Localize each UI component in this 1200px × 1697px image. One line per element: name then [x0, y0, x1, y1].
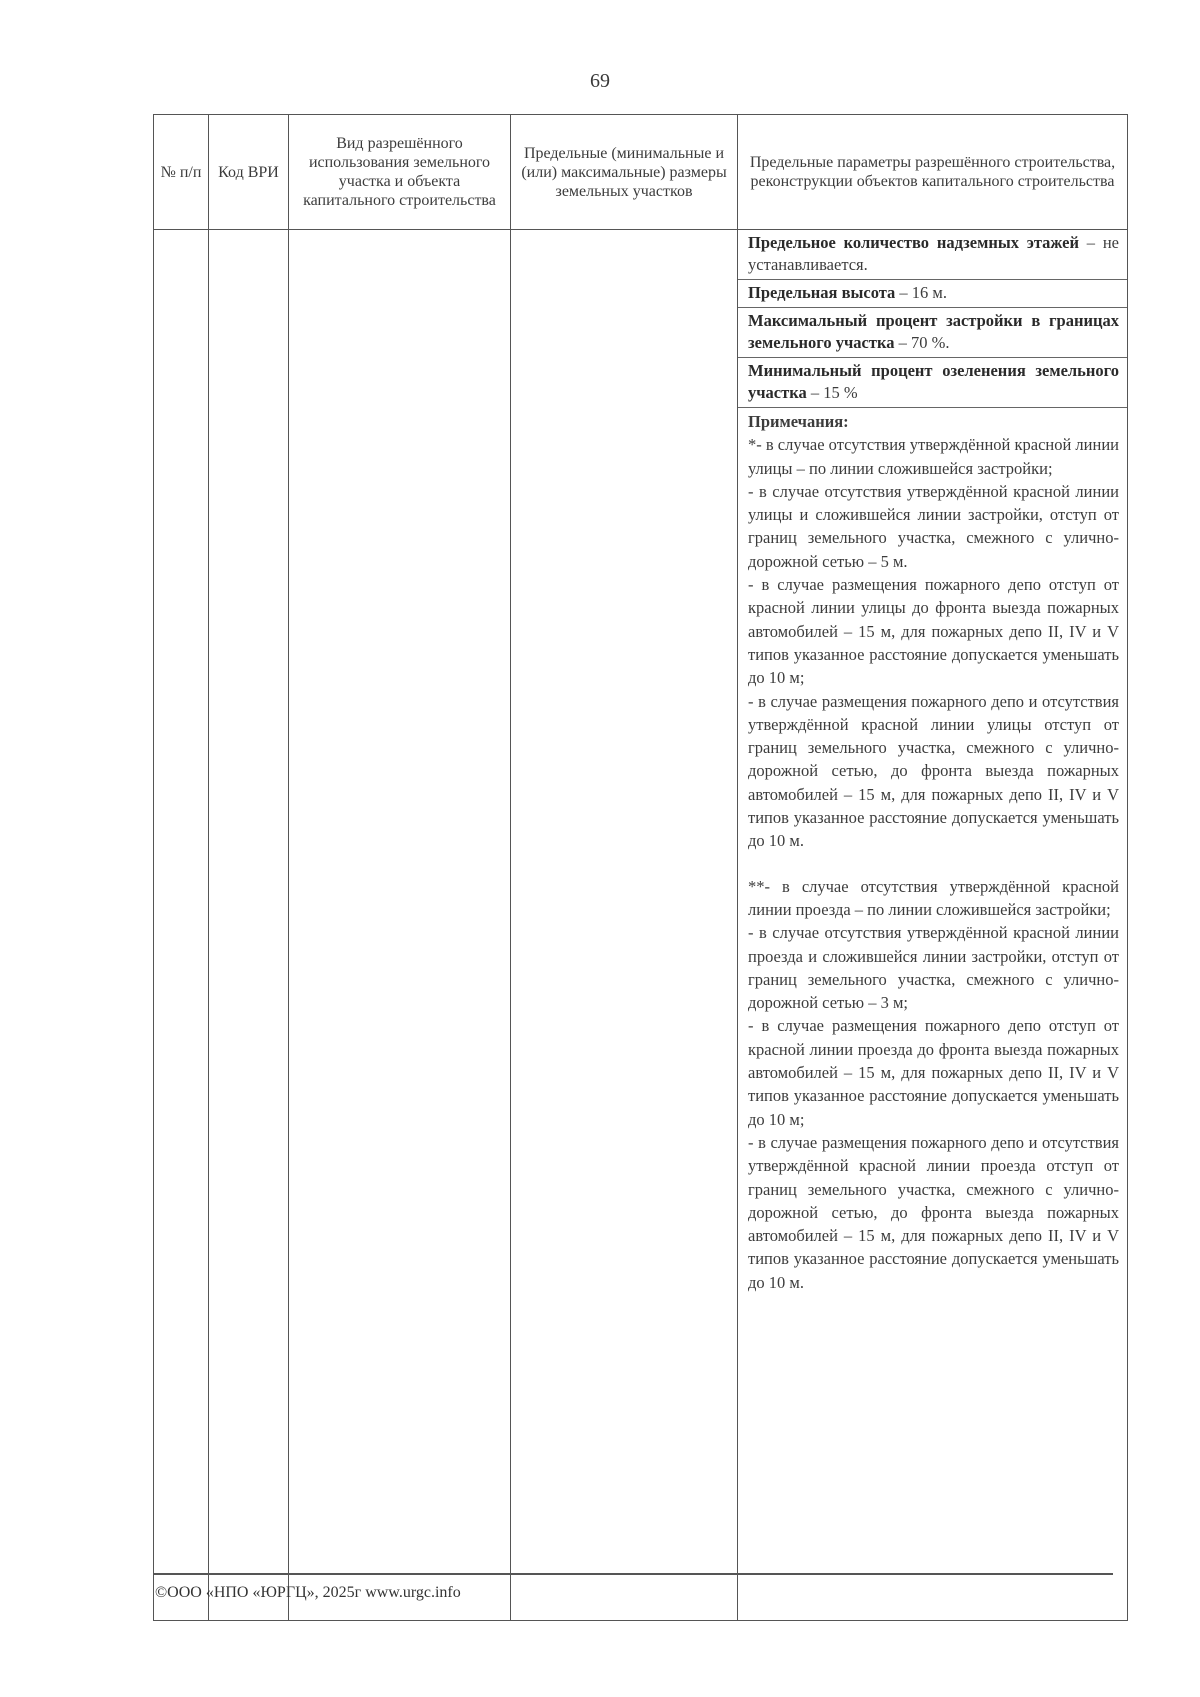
note-item: - в случае размещения пожарного депо отступ от красной линии улицы до фронта выезда пожарных автомобилей – 15 м, для пожарных депо II, IV и V типов указанное расстояние допускается уменьшать до 10 м; [748, 575, 1119, 688]
notes [738, 408, 1127, 1298]
note-item: *- в случае отсутствия утверждённой красной линии улицы – по линии сложившейся застройки; [748, 435, 1119, 478]
note-item: - в случае размещения пожарного депо и отсутствия утверждённой красной линии улицы отступ от границ земельного участка, смежного с улично-дорожной сетью, до фронта выезда пожарных автомобилей – 15 м, для пожарных депо II, IV и V типов указанное расстояние допускается уменьшать до 10 м. [748, 691, 1119, 851]
header-use-type: Вид разрешённого использования земельного участка и объекта капитального строительства [289, 115, 511, 230]
table-row [154, 230, 1128, 1621]
param-floors: Предельное количество надземных этажей – не устанавливается. [738, 230, 1127, 280]
table-header-row [154, 115, 1128, 230]
note-item: - в случае размещения пожарного депо отступ от красной линии проезда до фронта выезда пожарных автомобилей – 15 м, для пожарных депо II, IV и V типов указанное расстояние допускается уменьшать до 10 м; [748, 1016, 1119, 1129]
note-item: **- в случае отсутствия утверждённой красной линии проезда – по линии сложившейся застройки; [748, 876, 1119, 919]
note-item: - в случае отсутствия утверждённой красной линии улицы и сложившейся линии застройки, отступ от границ земельного участка, смежного с улично-дорожной сетью – 5 м. [748, 481, 1119, 571]
cell-use-type [289, 230, 511, 1621]
header-code: Код ВРИ [209, 115, 289, 230]
note-item: - в случае отсутствия утверждённой красной линии проезда и сложившейся линии застройки, отступ от границ земельного участка, смежного с улично-дорожной сетью – 3 м; [748, 923, 1119, 1013]
page-number: 69 [590, 70, 610, 92]
header-number: № п/п [154, 115, 209, 230]
header-build-params: Предельные параметры разрешённого строительства, реконструкции объектов капитального строительства [738, 115, 1128, 230]
header-plot-sizes: Предельные (минимальные и (или) максимальные) размеры земельных участков [511, 115, 738, 230]
cell-number [154, 230, 209, 1621]
notes-spacer [748, 853, 1119, 875]
param-build-percent: Максимальный процент застройки в границах земельного участка – 70 %. [738, 308, 1127, 358]
cell-build-params [738, 230, 1128, 1621]
footer-divider [153, 1573, 1113, 1575]
cell-code [209, 230, 289, 1621]
cell-plot-sizes [511, 230, 738, 1621]
footer-copyright: ©ООО «НПО «ЮРГЦ», 2025г www.urgc.info [155, 1584, 461, 1601]
note-item: - в случае размещения пожарного депо и отсутствия утверждённой красной линии проезда отступ от границ земельного участка, смежного с улично-дорожной сетью, до фронта выезда пожарных автомобилей – 15 м, для пожарных депо II, IV и V типов указанное расстояние допускается уменьшать до 10 м. [748, 1132, 1119, 1292]
param-height: Предельная высота – 16 м. [738, 280, 1127, 308]
zoning-parameters-table [153, 114, 1128, 1621]
param-green-percent: Минимальный процент озеленения земельного участка – 15 % [738, 358, 1127, 408]
notes-title: Примечания: [748, 412, 849, 431]
